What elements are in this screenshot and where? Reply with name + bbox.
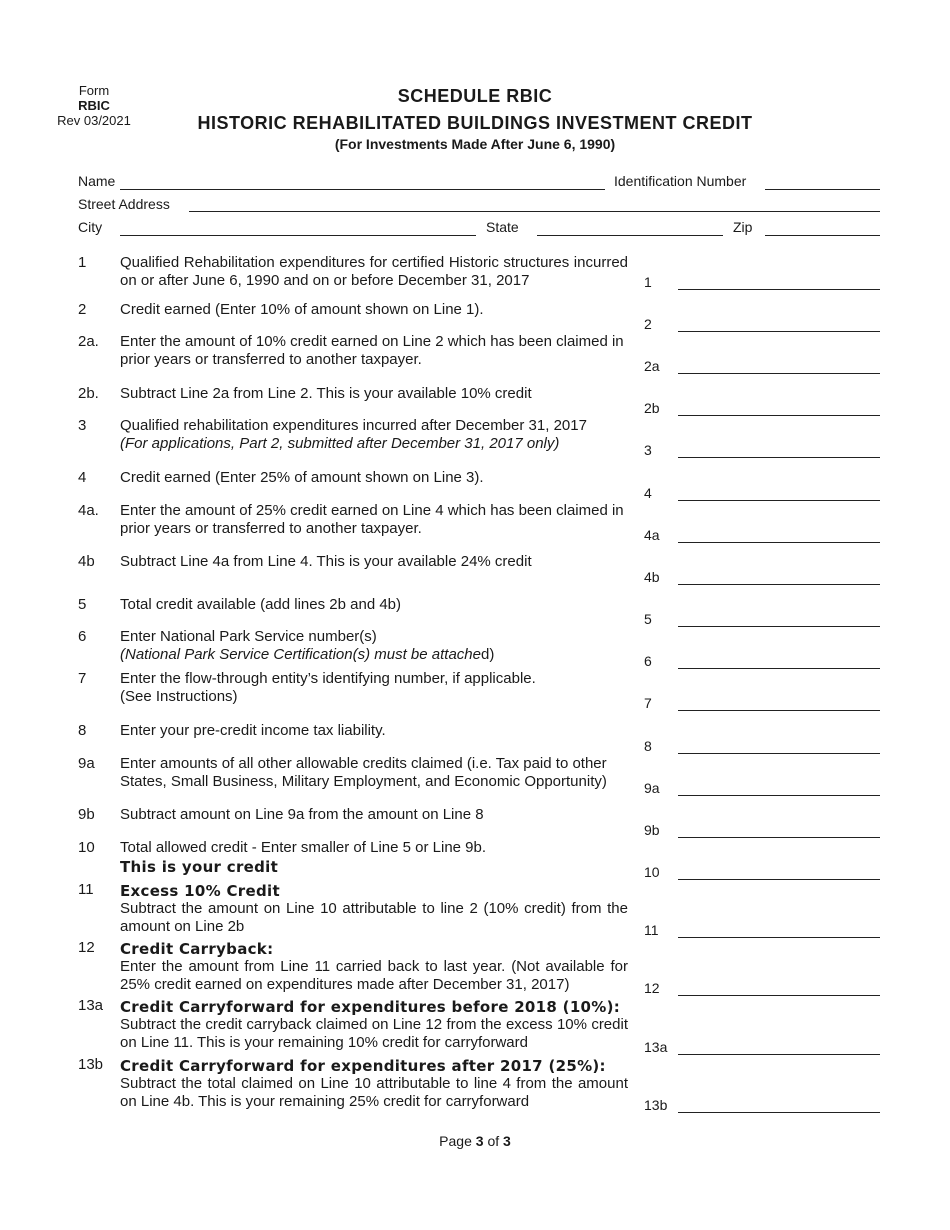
- line-9b-text: Subtract amount on Line 9a from the amount on Line 8: [120, 806, 484, 823]
- credit-title: HISTORIC REHABILITATED BUILDINGS INVESTMENT CREDIT: [197, 113, 753, 133]
- page-footer: [0, 1133, 950, 1149]
- line-11-body: Subtract the amount on Line 10 attributable to line 2 (10% credit) from the amount on Line 2b: [120, 900, 628, 935]
- city-field[interactable]: [120, 235, 476, 236]
- line-ref: 3: [644, 442, 652, 458]
- line-12-text: [120, 940, 628, 994]
- line-6-note-italic: (National Park Service Certification(s) must be attache: [120, 646, 481, 663]
- line-number: 1: [78, 254, 87, 271]
- line-6-note-tail: d): [480, 646, 495, 663]
- line-10-text: [120, 839, 628, 876]
- name-field[interactable]: [120, 189, 605, 190]
- line-number: 6: [78, 628, 87, 645]
- line-ref: 4a: [644, 527, 660, 543]
- line-ref: 9b: [644, 822, 660, 838]
- line-13a-text: [120, 998, 628, 1052]
- form-code: RBIC: [78, 98, 110, 113]
- line-ref: 11: [644, 922, 659, 938]
- state-field[interactable]: [537, 235, 723, 236]
- line-ref: 2b: [644, 400, 660, 416]
- line-5-amount[interactable]: [678, 626, 880, 627]
- line-8-text: Enter your pre-credit income tax liability.: [120, 722, 386, 739]
- line-1-amount[interactable]: [678, 289, 880, 290]
- street-field[interactable]: [189, 211, 880, 212]
- line-7-text: [120, 670, 628, 706]
- line-3-main: Qualified rehabilitation expenditures incurred after December 31, 2017: [120, 417, 587, 434]
- line-2b-text: Subtract Line 2a from Line 2. This is your available 10% credit: [120, 385, 532, 402]
- page-word: Page: [439, 1133, 472, 1149]
- line-number: 2: [78, 301, 87, 318]
- line-number: 4a.: [78, 502, 99, 519]
- line-9a-amount[interactable]: [678, 795, 880, 796]
- line-13a-heading: Credit Carryforward for expenditures before 2018 (10%):: [120, 998, 621, 1016]
- line-number: 2b.: [78, 385, 99, 402]
- id-number-label: Identification Number: [614, 173, 747, 189]
- form-word: Form: [78, 83, 110, 98]
- line-6-amount[interactable]: [678, 668, 880, 669]
- line-7-amount[interactable]: [678, 710, 880, 711]
- line-number: 11: [78, 881, 94, 898]
- line-13b-body: Subtract the total claimed on Line 10 attributable to line 4 from the amount on Line 4b. This is your remaining 25% credit for carryforward: [120, 1075, 628, 1110]
- line-9b-amount[interactable]: [678, 837, 880, 838]
- line-number: 9b: [78, 806, 95, 823]
- form-revision: Rev 03/2021: [57, 113, 131, 128]
- subtitle: (For Investments Made After June 6, 1990): [334, 136, 616, 152]
- line-4a-text: Enter the amount of 25% credit earned on Line 4 which has been claimed in prior years or transferred to another taxpayer.: [120, 502, 624, 537]
- line-ref: 5: [644, 611, 652, 627]
- name-label: Name: [78, 173, 116, 189]
- line-12-amount[interactable]: [678, 995, 880, 996]
- line-4b-amount[interactable]: [678, 584, 880, 585]
- line-ref: 8: [644, 738, 652, 754]
- line-ref: 1: [644, 274, 652, 290]
- line-2b-amount[interactable]: [678, 415, 880, 416]
- line-7-main: Enter the flow-through entity’s identifying number, if applicable.: [120, 670, 536, 687]
- line-2-text: Credit earned (Enter 10% of amount shown on Line 1).: [120, 301, 484, 318]
- line-number: 2a.: [78, 333, 99, 350]
- city-label: City: [78, 219, 103, 235]
- line-4a-amount[interactable]: [678, 542, 880, 543]
- line-10-amount[interactable]: [678, 879, 880, 880]
- line-ref: 9a: [644, 780, 660, 796]
- line-number: 4b: [78, 553, 95, 570]
- line-ref: 7: [644, 695, 652, 711]
- line-number: 4: [78, 469, 87, 486]
- line-13a-amount[interactable]: [678, 1054, 880, 1055]
- line-number: 9a: [78, 755, 95, 772]
- line-11-text: [120, 882, 628, 936]
- page-number: 3: [475, 1133, 484, 1149]
- line-13b-amount[interactable]: [678, 1112, 880, 1113]
- line-3-amount[interactable]: [678, 457, 880, 458]
- schedule-title: SCHEDULE RBIC: [397, 86, 553, 106]
- line-ref: 10: [644, 864, 660, 880]
- line-5-text: Total credit available (add lines 2b and 4b): [120, 596, 402, 613]
- line-12-body: Enter the amount from Line 11 carried back to last year. (Not available for 25% credit earned on expenditures made after December 31, 2017): [120, 958, 628, 993]
- line-13b-heading: Credit Carryforward for expenditures after 2017 (25%):: [120, 1057, 606, 1075]
- line-ref: 12: [644, 980, 660, 996]
- street-label: Street Address: [78, 196, 170, 212]
- line-13a-body: Subtract the credit carryback claimed on Line 12 from the excess 10% credit on Line 11. This is your remaining 10% credit for carryforward: [120, 1016, 628, 1051]
- line-13b-text: [120, 1057, 628, 1111]
- line-ref: 2: [644, 316, 652, 332]
- line-10-main: Total allowed credit - Enter smaller of Line 5 or Line 9b.: [120, 839, 487, 856]
- line-number: 13b: [78, 1056, 104, 1073]
- line-ref: 4b: [644, 569, 660, 585]
- line-number: 13a: [78, 997, 104, 1014]
- line-10-emphasis: This is your credit: [120, 858, 279, 876]
- line-number: 7: [78, 670, 87, 687]
- line-ref: 13b: [644, 1097, 668, 1113]
- line-1-text: Qualified Rehabilitation expenditures for certified Historic structures incurred on or after June 6, 1990 and on or before December 31, 2017: [120, 254, 628, 289]
- id-number-field[interactable]: [765, 189, 880, 190]
- line-3-note: (For applications, Part 2, submitted after December 31, 2017 only): [120, 435, 560, 452]
- line-ref: 4: [644, 485, 652, 501]
- zip-field[interactable]: [765, 235, 880, 236]
- zip-label: Zip: [733, 219, 753, 235]
- state-label: State: [486, 219, 519, 235]
- line-6-note: [120, 646, 628, 664]
- line-number: 12: [78, 939, 95, 956]
- line-number: 3: [78, 417, 87, 434]
- line-7-note: (See Instructions): [120, 688, 238, 705]
- line-2a-text: Enter the amount of 10% credit earned on Line 2 which has been claimed in prior years or transferred to another taxpayer.: [120, 333, 624, 368]
- line-6-text: [120, 628, 628, 664]
- line-3-text: [120, 417, 628, 453]
- line-6-main: Enter National Park Service number(s): [120, 628, 377, 645]
- line-2-amount[interactable]: [678, 331, 880, 332]
- line-ref: 2a: [644, 358, 660, 374]
- line-ref: 6: [644, 653, 652, 669]
- line-4-text: Credit earned (Enter 25% of amount shown on Line 3).: [120, 469, 484, 486]
- line-11-amount[interactable]: [678, 937, 880, 938]
- line-12-heading: Credit Carryback:: [120, 940, 274, 958]
- of-word: of: [487, 1133, 500, 1149]
- line-number: 8: [78, 722, 87, 739]
- line-4-amount[interactable]: [678, 500, 880, 501]
- line-ref: 13a: [644, 1039, 668, 1055]
- line-9a-text: Enter amounts of all other allowable credits claimed (i.e. Tax paid to other States, Small Business, Military Employment, and Economic Opportunity): [120, 755, 607, 790]
- line-8-amount[interactable]: [678, 753, 880, 754]
- line-2a-amount[interactable]: [678, 373, 880, 374]
- line-4b-text: Subtract Line 4a from Line 4. This is your available 24% credit: [120, 553, 532, 570]
- line-11-heading: Excess 10% Credit: [120, 882, 280, 900]
- line-number: 5: [78, 596, 87, 613]
- page-total: 3: [503, 1133, 511, 1149]
- line-number: 10: [78, 839, 95, 856]
